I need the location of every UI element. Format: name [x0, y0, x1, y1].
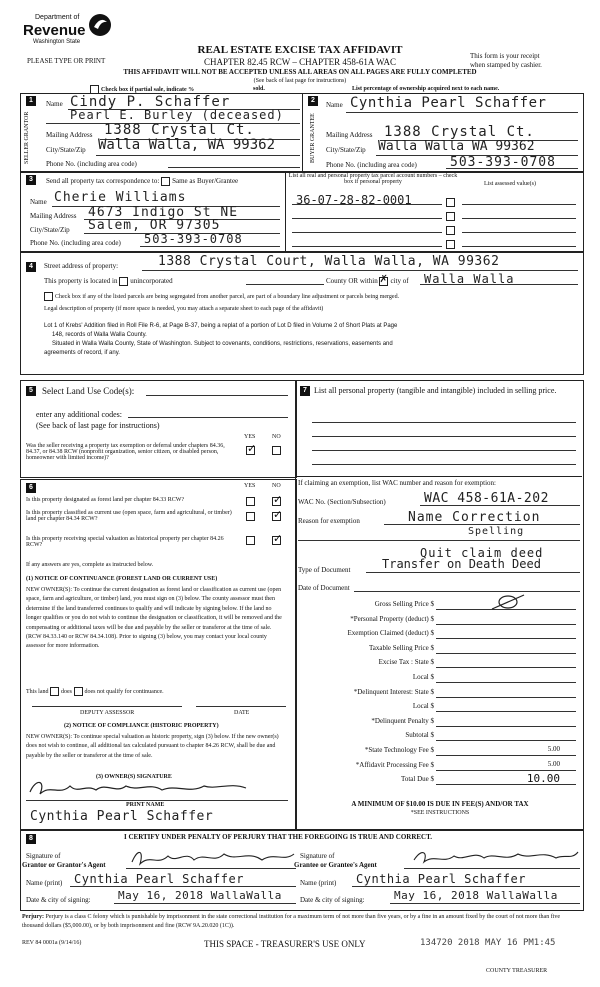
fee-value[interactable]: 10.00: [526, 772, 560, 786]
buyer-address[interactable]: 1388 Crystal Ct.: [384, 124, 535, 140]
date-doc-label: Date of Document: [298, 584, 350, 592]
fee-label: *Personal Property (deduct) $: [350, 614, 434, 623]
personal-property-checkbox[interactable]: [446, 198, 455, 207]
underline: [292, 232, 442, 233]
underline: [312, 450, 576, 451]
q1-no-checkbox[interactable]: ✓: [273, 494, 283, 506]
reason-label: Reason for exemption: [298, 517, 360, 525]
seller-city-label: City/State/Zip: [46, 146, 86, 154]
underline: [292, 204, 442, 205]
section-number: 8: [26, 834, 36, 844]
perjury-notice: [22, 913, 582, 931]
corr-name-label: Name: [30, 198, 47, 206]
personal-property-checkbox[interactable]: [446, 240, 455, 249]
wac-number[interactable]: WAC 458-61A-202: [424, 491, 549, 506]
s6-if-yes: If any answers are yes, complete as instructed below.: [26, 562, 154, 568]
this-land-label: This land: [26, 688, 49, 695]
grantor-signature[interactable]: [128, 844, 298, 870]
q2-yes-checkbox[interactable]: [246, 512, 255, 521]
does-checkbox[interactable]: [50, 687, 59, 696]
buyer-side-label: BUYER GRANTEE: [310, 113, 316, 163]
underline: [346, 112, 578, 113]
buyer-city[interactable]: Walla Walla WA 99362: [378, 139, 535, 154]
reason-2[interactable]: Spelling: [468, 526, 525, 537]
street-address[interactable]: 1388 Crystal Court, Walla Walla, WA 99362: [158, 254, 500, 269]
s6-q2: Is this property classified as current use (open space, farm and agricultural, or timber) land per chapter 84.34 RCW?: [26, 510, 232, 522]
parcels-header: List all real and personal property tax parcel account numbers – check box if personal property: [288, 173, 458, 185]
corr-address-label: Mailing Address: [30, 212, 77, 220]
buyer-phone[interactable]: 503-393-0708: [450, 155, 556, 170]
underline: [462, 204, 576, 205]
notice1-body: NEW OWNER(S): To continue the current designation as forest land or classification as current use (open space, farm and agriculture, or timber) land, you must sign on (3) below. The county assessor must then determine if the land transferred continues to qualify and will indicate by signing below. If the land no longer qualifies or you do not wish to continue the designation or classification, it will be removed and the compensating or additional taxes will be due and payable by the seller or transferor at the time of sale. (RCW 84.33.140 or RCW 84.34.108). Prior to signing (3) below, you may contact your local county assessor for more information.: [26, 587, 282, 650]
zero-mark-icon: [488, 594, 528, 610]
personal-property-label: List all personal property (tangible and intangible) included in selling price.: [314, 386, 557, 395]
underline: [168, 167, 300, 168]
does-label: does: [61, 688, 72, 695]
personal-property-checkbox[interactable]: [446, 226, 455, 235]
legal-label: Legal description of property (if more space is needed, you may attach a separate sheet to each page of the affidavit): [44, 306, 324, 312]
seller-name-2[interactable]: Pearl E. Burley (deceased): [70, 108, 284, 122]
warning: THIS AFFIDAVIT WILL NOT BE ACCEPTED UNLESS ALL AREAS ON ALL PAGES ARE FULLY COMPLETED: [123, 68, 477, 76]
s6-q3: Is this property receiving special valuation as historical property per chapter 84.26 RCW?: [26, 536, 224, 548]
fee-label: *State Technology Fee $: [364, 746, 434, 754]
underline: [312, 436, 576, 437]
underline: [462, 246, 576, 247]
seller-name-label: Name: [46, 100, 63, 108]
underline: [352, 886, 580, 887]
underline: [366, 572, 580, 573]
fee-line: [436, 726, 576, 727]
fee-value[interactable]: 5.00: [547, 745, 560, 753]
fee-line: [436, 638, 576, 639]
sig-grantee-label-2: Grantee or Grantee's Agent: [294, 861, 377, 869]
dor-logo: [23, 14, 113, 48]
fee-label: Gross Selling Price $: [374, 600, 434, 608]
exemption-question: Was the seller receiving a property tax exemption or deferral under chapters 84.36, 84.37, or 84.38 RCW (nonprofit organization, senior citizen, or disabled person, homeowner with limited income)?: [26, 443, 225, 461]
underline: [26, 800, 288, 801]
buyer-phone-label: Phone No. (including area code): [326, 161, 417, 169]
continuance-row: [26, 687, 164, 696]
receipt-note-2: when stamped by cashier.: [470, 61, 542, 69]
fee-label: *Delinquent Penalty $: [371, 716, 434, 725]
legal-line-3: Situated in Walla Walla County, State of Washington. Subject to covenants, conditions, restrictions, reservations, easements and: [52, 341, 393, 347]
form-title: REAL ESTATE EXCISE TAX AFFIDAVIT: [197, 44, 403, 56]
yes-header: YES: [244, 434, 256, 440]
sold-label: sold.: [253, 86, 265, 92]
corr-name[interactable]: Cherie Williams: [54, 190, 187, 205]
fee-label: Total Due $: [401, 775, 434, 784]
fee-line: [436, 624, 576, 625]
section-number: 5: [26, 386, 36, 396]
located-label: This property is located in: [44, 277, 118, 286]
fee-line: [436, 667, 576, 668]
print-name-label: PRINT NAME: [126, 802, 165, 808]
no-header: NO: [272, 434, 281, 440]
grantor-date[interactable]: May 16, 2018 WallaWalla: [118, 889, 282, 902]
segregated-label: Check box if any of the listed parcels are being segregated from another parcel, are part of a boundary line adjustment or parcels being merged.: [55, 293, 400, 300]
divider: [295, 476, 582, 477]
sig-grantee-label-1: Signature of: [300, 852, 335, 860]
fee-line: [436, 682, 576, 683]
q3-no-checkbox[interactable]: ✓: [273, 533, 283, 545]
unincorporated-checkbox[interactable]: [119, 277, 128, 286]
fee-label: Taxable Selling Price $: [368, 643, 434, 652]
underline: [292, 218, 442, 219]
owner-signature[interactable]: [26, 776, 256, 802]
s6-q1: Is this property designated as forest land per chapter 84.33 RCW?: [26, 497, 185, 503]
sig-grantor-label-2: Grantor or Grantor's Agent: [22, 861, 106, 869]
grantor-print-name[interactable]: Cynthia Pearl Schaffer: [74, 872, 244, 886]
exemption-no-checkbox[interactable]: [272, 446, 281, 455]
segregated-checkbox[interactable]: [44, 292, 53, 301]
does-not-label: does not: [84, 688, 105, 695]
form-subtitle: CHAPTER 82.45 RCW – CHAPTER 458-61A WAC: [204, 57, 396, 67]
seller-address-label: Mailing Address: [46, 131, 93, 139]
corr-city-label: City/State/Zip: [30, 226, 70, 234]
q1-yes-checkbox[interactable]: [246, 497, 255, 506]
personal-property-checkbox[interactable]: [446, 212, 455, 221]
logo-state: Washington State: [33, 39, 81, 45]
fee-line: [436, 740, 576, 741]
underline: [384, 524, 580, 525]
underline: [420, 505, 580, 506]
county-row: [326, 274, 409, 286]
unincorporated-label: unincorporated: [130, 277, 173, 286]
property-city[interactable]: Walla Walla: [424, 272, 515, 286]
logo-dept: Department of: [35, 14, 80, 21]
logo-swirl-icon: [87, 12, 113, 38]
underline: [354, 591, 580, 592]
underline: [146, 395, 288, 396]
city-of-label: city of: [390, 277, 409, 286]
underline: [462, 232, 576, 233]
legal-line-2: 148, records of Walla Walla County.: [52, 332, 147, 338]
section-number: 2: [308, 96, 318, 106]
fee-label: Excise Tax : State $: [378, 658, 434, 667]
s6-no: NO: [272, 483, 281, 489]
doc-label: Type of Document: [298, 566, 351, 574]
underline: [32, 706, 182, 707]
doc-2[interactable]: Transfer on Death Deed: [382, 557, 541, 571]
print-note: PLEASE TYPE OR PRINT: [27, 57, 106, 65]
underline: [246, 284, 324, 285]
date-label: DATE: [234, 710, 250, 716]
land-use-instructions: (See back of last page for instructions): [36, 421, 160, 430]
section-number: 7: [300, 386, 310, 396]
county-or-label: County OR within: [326, 277, 378, 286]
sig-grantor-label-1: Signature of: [26, 852, 61, 860]
underline: [404, 868, 580, 869]
divider: [285, 171, 286, 251]
fee-line: [436, 770, 576, 771]
form-revision: REV 84 0001a (9/14/16): [22, 940, 82, 946]
fee-line: [436, 711, 576, 712]
see-instructions: *SEE INSTRUCTIONS: [410, 810, 470, 816]
fee-label: *Delinquent Interest: State $: [353, 687, 434, 696]
s6-yes: YES: [244, 483, 256, 489]
fee-line: [436, 697, 576, 698]
underline: [312, 464, 576, 465]
additional-codes: enter any additional codes:: [36, 410, 122, 419]
grantor-name-label: Name (print): [26, 879, 63, 887]
underline: [114, 903, 296, 904]
q2-no-checkbox[interactable]: ✓: [273, 509, 283, 521]
underline: [420, 284, 578, 285]
notice2-body: NEW OWNER(S): To continue special valuation as historic property, sign (3) below. If the new owner(s) does not wish to continue, all additional tax calculated pursuant to chapter 84.26 RCW, shall be due and payable by the seller or transferor at the time of sale.: [26, 734, 279, 759]
fee-label: Local $: [412, 673, 434, 681]
within-city-checkbox[interactable]: ✗: [379, 274, 388, 285]
divider: [302, 93, 303, 171]
assessed-header: List assessed value(s): [484, 181, 536, 187]
minimum-due: A MINIMUM OF $10.00 IS DUE IN FEE(S) AND/OR TAX: [351, 800, 529, 808]
instructions-ref: (See back of last page for instructions): [253, 78, 347, 84]
corr-city[interactable]: Salem, OR 97305: [88, 218, 221, 233]
fee-value[interactable]: 5.00: [547, 759, 560, 768]
underline: [196, 706, 286, 707]
perjury-text: Perjury is a class C felony which is punishable by imprisonment in the state correctional institution for a maximum term of not more than five years, or by a fine in an amount fixed by the court of not more than five thousand dollars ($5,000.00), or by both imprisonment and fine (RCW 9A.20.020 (1C)).: [22, 914, 561, 929]
underline: [446, 168, 578, 169]
underline: [142, 270, 578, 271]
underline: [70, 886, 296, 887]
logo-revenue: Revenue: [23, 22, 86, 39]
underline: [298, 540, 580, 541]
parcel-1[interactable]: 36-07-28-82-0001: [296, 193, 412, 207]
print-name[interactable]: Cynthia Pearl Schaffer: [30, 809, 214, 824]
county-treasurer: COUNTY TREASURER: [486, 968, 548, 974]
treasurer-space: THIS SPACE - TREASURER'S USE ONLY: [204, 939, 366, 949]
seller-address[interactable]: 1388 Crystal Ct.: [104, 122, 255, 138]
seller-phone-label: Phone No. (including area code): [46, 160, 137, 168]
underline: [312, 422, 576, 423]
deputy-assessor-label: DEPUTY ASSESSOR: [80, 710, 135, 716]
perjury-label: Perjury:: [22, 914, 44, 920]
seller-city[interactable]: Walla Walla, WA 99362: [98, 137, 276, 153]
seller-name-1[interactable]: Cindy P. Schaffer: [70, 94, 231, 110]
exemption-label: If claiming an exemption, list WAC number and reason for exemption:: [298, 479, 496, 487]
location-row: [44, 277, 173, 286]
corr-phone-label: Phone No. (including area code): [30, 239, 121, 247]
cashier-stamp: 134720 2018 MAY 16 PM1:45: [420, 938, 556, 948]
wac-label: WAC No. (Section/Subsection): [298, 498, 386, 506]
section-number: 6: [26, 483, 36, 493]
buyer-name[interactable]: Cynthia Pearl Schaffer: [350, 95, 547, 111]
segregated-row: [44, 292, 399, 301]
buyer-name-label: Name: [326, 101, 343, 109]
grantee-print-name[interactable]: Cynthia Pearl Schaffer: [356, 872, 526, 886]
fee-label: Subtotal $: [405, 731, 434, 740]
receipt-note-1: This form is your receipt: [470, 52, 540, 60]
partial-sale-label: Check box if partial sale, indicate %: [101, 86, 195, 93]
qualify-label: qualify for continuance.: [106, 688, 164, 695]
underline: [126, 868, 296, 869]
land-use-label: Select Land Use Code(s):: [42, 386, 135, 396]
list-pct-label: List percentage of ownership acquired next to each name.: [352, 86, 500, 92]
same-as-buyer-checkbox[interactable]: [161, 177, 170, 186]
underline: [140, 246, 280, 247]
section-number: 4: [26, 262, 36, 272]
buyer-city-label: City/State/Zip: [326, 146, 366, 154]
legal-line-4: agreements of record, if any.: [44, 350, 120, 356]
street-label: Street address of property:: [44, 262, 119, 270]
corr-address[interactable]: 4673 Indigo St NE: [88, 205, 239, 220]
same-as-buyer-label: Same as Buyer/Grantee: [172, 177, 239, 186]
section-number: 3: [26, 175, 36, 185]
grantee-date-label: Date & city of signing:: [300, 896, 365, 904]
section-number: 1: [26, 96, 36, 106]
buyer-address-label: Mailing Address: [326, 131, 373, 139]
correspondence-label: Send all property tax correspondence to:: [46, 177, 160, 186]
doc-1[interactable]: Quit claim deed: [420, 546, 544, 560]
underline: [390, 903, 580, 904]
fee-label: Local $: [412, 702, 434, 711]
corr-phone[interactable]: 503-393-0708: [144, 232, 243, 246]
grantee-signature[interactable]: [410, 844, 580, 870]
fee-label: *Affidavit Processing Fee $: [355, 760, 434, 769]
underline: [292, 246, 442, 247]
grantee-date[interactable]: May 16, 2018 WallaWalla: [394, 889, 558, 902]
grantor-date-label: Date & city of signing:: [26, 896, 91, 904]
correspondence-row: [46, 177, 238, 186]
q3-yes-checkbox[interactable]: [246, 536, 255, 545]
underline: [462, 218, 576, 219]
grantee-name-label: Name (print): [300, 879, 337, 887]
legal-line-1: Lot 1 of Krebs' Addition filed in Roll File R-6, at Page B-37, being a replat of a portion of Lot D filed in Volume 2 of Short Plats at Page: [44, 323, 398, 329]
fee-line: [436, 755, 576, 756]
certify-label: I CERTIFY UNDER PENALTY OF PERJURY THAT THE FOREGOING IS TRUE AND CORRECT.: [124, 833, 433, 841]
fee-line: [436, 653, 576, 654]
does-not-checkbox[interactable]: [74, 687, 83, 696]
seller-side-label: SELLER GRANTOR: [24, 111, 30, 165]
notice2-title: (2) NOTICE OF COMPLIANCE (HISTORIC PROPERTY): [64, 723, 219, 729]
underline: [96, 155, 300, 156]
fee-label: Exemption Claimed (deduct) $: [347, 629, 434, 638]
owner-sig-label: (3) OWNER(S) SIGNATURE: [96, 774, 172, 780]
notice1-title: (1) NOTICE OF CONTINUANCE (FOREST LAND OR CURRENT USE): [26, 576, 218, 582]
underline: [128, 417, 288, 418]
exemption-yes-checkbox[interactable]: ✓: [247, 443, 257, 455]
reason-1[interactable]: Name Correction: [408, 510, 541, 525]
